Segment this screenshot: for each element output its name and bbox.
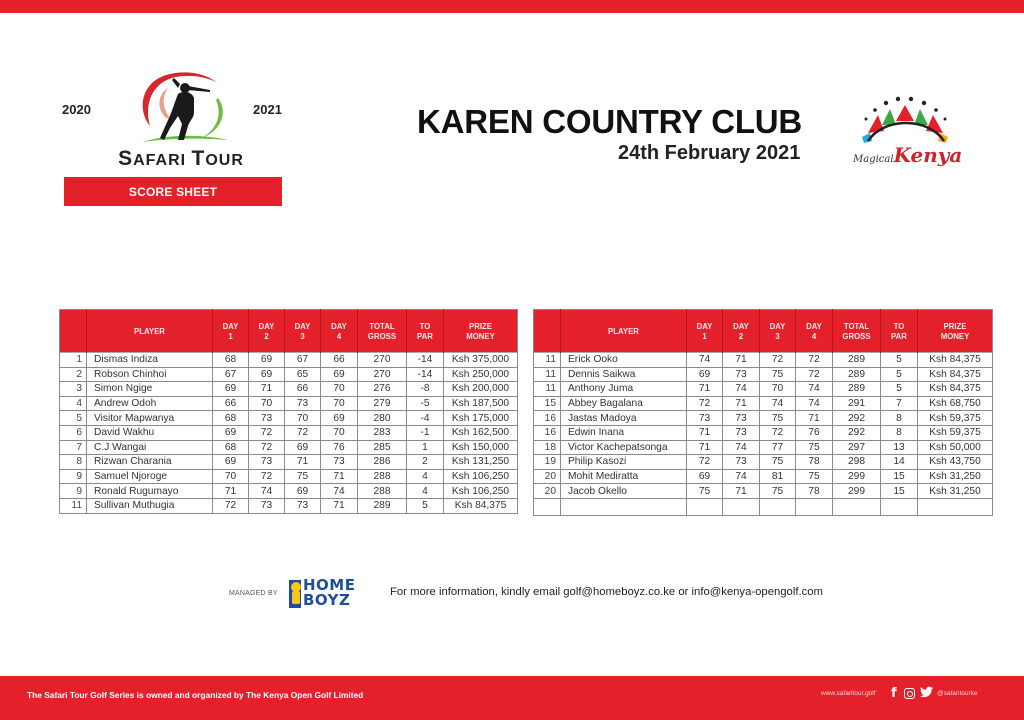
total-gross-cell: 289	[833, 353, 881, 368]
day1-score-cell	[687, 498, 723, 515]
day1-score-cell: 72	[687, 396, 723, 411]
day2-score-cell: 71	[723, 353, 760, 368]
prize-money-cell: Ksh 106,250	[444, 469, 518, 484]
to-par-cell: 14	[881, 455, 918, 470]
table-row	[60, 411, 518, 426]
prize-money-cell: Ksh 106,250	[444, 484, 518, 499]
day3-score-cell: 70	[285, 411, 321, 426]
position-cell: 3	[60, 382, 87, 397]
day1-score-cell: 69	[687, 367, 723, 382]
day4-score-cell: 74	[321, 484, 358, 499]
to-par-cell: 2	[407, 455, 444, 470]
position-cell: 2	[60, 367, 87, 382]
day2-score-cell: 72	[249, 469, 285, 484]
day1-score-cell: 69	[213, 382, 249, 397]
day2-score-cell: 74	[723, 440, 760, 455]
prize-money-cell: Ksh 84,375	[918, 367, 993, 382]
total-gross-cell: 285	[358, 440, 407, 455]
col-prize-money: PRIZE MONEY	[444, 310, 518, 353]
footer-ownership-text: The Safari Tour Golf Series is owned and organized by The Kenya Open Golf Limited	[27, 690, 364, 700]
leaderboard-table-right	[533, 309, 993, 516]
prize-money-cell: Ksh 84,375	[918, 382, 993, 397]
day2-score-cell: 73	[723, 411, 760, 426]
player-name-cell: Dismas Indiza	[87, 353, 213, 368]
day3-score-cell: 74	[760, 396, 796, 411]
col-day1: DAY 1	[213, 310, 249, 353]
day4-score-cell: 74	[796, 396, 833, 411]
day3-score-cell: 69	[285, 484, 321, 499]
player-name-cell: Rizwan Charania	[87, 455, 213, 470]
day4-score-cell: 70	[321, 425, 358, 440]
top-red-bar	[0, 0, 1024, 13]
total-gross-cell: 297	[833, 440, 881, 455]
day1-score-cell: 71	[687, 440, 723, 455]
day3-score-cell: 70	[760, 382, 796, 397]
total-gross-cell: 270	[358, 353, 407, 368]
player-name-cell: Ronald Rugumayo	[87, 484, 213, 499]
player-name-cell: Dennis Saikwa	[561, 367, 687, 382]
golfer-logo-icon	[128, 68, 238, 146]
total-gross-cell: 299	[833, 469, 881, 484]
day3-score-cell: 75	[760, 411, 796, 426]
table-row	[534, 469, 993, 484]
total-gross-cell: 299	[833, 484, 881, 499]
total-gross-cell: 289	[833, 367, 881, 382]
facebook-icon[interactable]: f	[891, 686, 897, 701]
total-gross-cell: 276	[358, 382, 407, 397]
day3-score-cell: 81	[760, 469, 796, 484]
prize-money-cell: Ksh 200,000	[444, 382, 518, 397]
season-end-year: 2021	[253, 102, 282, 117]
day4-score-cell: 73	[321, 455, 358, 470]
day3-score-cell: 77	[760, 440, 796, 455]
day1-score-cell: 71	[687, 382, 723, 397]
table-row	[60, 484, 518, 499]
position-cell	[534, 498, 561, 515]
col-player: PLAYER	[561, 310, 687, 353]
table-row	[534, 382, 993, 397]
prize-money-cell	[918, 498, 993, 515]
position-cell: 11	[534, 353, 561, 368]
table-row	[60, 353, 518, 368]
day1-score-cell: 75	[687, 484, 723, 499]
day4-score-cell: 70	[321, 382, 358, 397]
to-par-cell	[881, 498, 918, 515]
total-gross-cell: 289	[833, 382, 881, 397]
day2-score-cell	[723, 498, 760, 515]
day2-score-cell: 73	[723, 367, 760, 382]
day4-score-cell: 71	[321, 498, 358, 513]
day3-score-cell: 72	[760, 425, 796, 440]
table-header-row	[534, 310, 993, 353]
day1-score-cell: 68	[213, 411, 249, 426]
table-row	[534, 396, 993, 411]
position-cell: 7	[60, 440, 87, 455]
col-day4: DAY 4	[321, 310, 358, 353]
day2-score-cell: 73	[249, 411, 285, 426]
position-cell: 16	[534, 425, 561, 440]
day3-score-cell: 73	[285, 498, 321, 513]
col-day2: DAY 2	[249, 310, 285, 353]
total-gross-cell: 288	[358, 484, 407, 499]
day4-score-cell: 76	[321, 440, 358, 455]
prize-money-cell: Ksh 84,375	[918, 353, 993, 368]
day3-score-cell: 75	[760, 484, 796, 499]
day1-score-cell: 71	[213, 484, 249, 499]
table-row	[534, 425, 993, 440]
footer-website-link[interactable]: www.safaritour.golf	[821, 690, 876, 697]
to-par-cell: -14	[407, 353, 444, 368]
total-gross-cell: 298	[833, 455, 881, 470]
col-day1: DAY 1	[687, 310, 723, 353]
prize-money-cell: Ksh 68,750	[918, 396, 993, 411]
day3-score-cell: 75	[760, 367, 796, 382]
day4-score-cell	[796, 498, 833, 515]
total-gross-cell: 288	[358, 469, 407, 484]
position-cell: 6	[60, 425, 87, 440]
day3-score-cell: 75	[760, 455, 796, 470]
day2-score-cell: 71	[723, 396, 760, 411]
prize-money-cell: Ksh 31,250	[918, 484, 993, 499]
total-gross-cell: 292	[833, 425, 881, 440]
to-par-cell: -5	[407, 396, 444, 411]
table-row	[60, 382, 518, 397]
prize-money-cell: Ksh 131,250	[444, 455, 518, 470]
day4-score-cell: 69	[321, 411, 358, 426]
position-cell: 16	[534, 411, 561, 426]
col-day3: DAY 3	[760, 310, 796, 353]
day1-score-cell: 66	[213, 396, 249, 411]
prize-money-cell: Ksh 31,250	[918, 469, 993, 484]
table-row	[60, 367, 518, 382]
day4-score-cell: 74	[796, 382, 833, 397]
prize-money-cell: Ksh 43,750	[918, 455, 993, 470]
day3-score-cell: 73	[285, 396, 321, 411]
day3-score-cell: 65	[285, 367, 321, 382]
player-name-cell: Samuel Njoroge	[87, 469, 213, 484]
position-cell: 15	[534, 396, 561, 411]
prize-money-cell: Ksh 150,000	[444, 440, 518, 455]
total-gross-cell: 286	[358, 455, 407, 470]
day2-score-cell: 73	[249, 455, 285, 470]
day2-score-cell: 71	[249, 382, 285, 397]
total-gross-cell: 289	[358, 498, 407, 513]
position-cell: 11	[534, 367, 561, 382]
day1-score-cell: 68	[213, 353, 249, 368]
day2-score-cell: 74	[249, 484, 285, 499]
table-header-row	[60, 310, 518, 353]
player-name-cell	[561, 498, 687, 515]
to-par-cell: -8	[407, 382, 444, 397]
prize-money-cell: Ksh 375,000	[444, 353, 518, 368]
to-par-cell: -14	[407, 367, 444, 382]
position-cell: 11	[60, 498, 87, 513]
day4-score-cell: 78	[796, 484, 833, 499]
total-gross-cell: 279	[358, 396, 407, 411]
col-position	[60, 310, 87, 353]
total-gross-cell: 291	[833, 396, 881, 411]
col-to-par: TO PAR	[407, 310, 444, 353]
to-par-cell: 4	[407, 484, 444, 499]
col-prize-money: PRIZE MONEY	[918, 310, 993, 353]
day4-score-cell: 76	[796, 425, 833, 440]
event-date: 24th February 2021	[618, 142, 801, 164]
day1-score-cell: 68	[213, 440, 249, 455]
table-row	[60, 396, 518, 411]
day2-score-cell: 73	[723, 425, 760, 440]
day3-score-cell: 69	[285, 440, 321, 455]
player-name-cell: Jacob Okello	[561, 484, 687, 499]
to-par-cell: 15	[881, 469, 918, 484]
table-row	[534, 411, 993, 426]
player-name-cell: Robson Chinhoi	[87, 367, 213, 382]
total-gross-cell: 292	[833, 411, 881, 426]
col-total-gross: TOTAL GROSS	[833, 310, 881, 353]
to-par-cell: 7	[881, 396, 918, 411]
day2-score-cell: 69	[249, 353, 285, 368]
position-cell: 1	[60, 353, 87, 368]
day1-score-cell: 72	[687, 455, 723, 470]
managed-by-label: MANAGED BY	[229, 590, 278, 597]
safari-tour-wordmark: SAFARI TOUR	[118, 147, 244, 170]
player-name-cell: Abbey Bagalana	[561, 396, 687, 411]
day4-score-cell: 71	[796, 411, 833, 426]
day1-score-cell: 72	[213, 498, 249, 513]
to-par-cell: -1	[407, 425, 444, 440]
table-row	[60, 455, 518, 470]
player-name-cell: Philip Kasozi	[561, 455, 687, 470]
day4-score-cell: 78	[796, 455, 833, 470]
position-cell: 19	[534, 455, 561, 470]
day2-score-cell: 72	[249, 425, 285, 440]
day2-score-cell: 70	[249, 396, 285, 411]
player-name-cell: Andrew Odoh	[87, 396, 213, 411]
day1-score-cell: 67	[213, 367, 249, 382]
prize-money-cell: Ksh 175,000	[444, 411, 518, 426]
total-gross-cell: 270	[358, 367, 407, 382]
day3-score-cell: 67	[285, 353, 321, 368]
player-name-cell: Erick Ooko	[561, 353, 687, 368]
magical-kenya-wordmark: MagicalKenya	[853, 143, 963, 167]
day3-score-cell: 71	[285, 455, 321, 470]
position-cell: 9	[60, 484, 87, 499]
table-row	[534, 484, 993, 499]
table-row	[534, 455, 993, 470]
day1-score-cell: 73	[687, 411, 723, 426]
day3-score-cell: 72	[760, 353, 796, 368]
instagram-icon[interactable]	[904, 688, 915, 699]
table-row	[534, 498, 993, 515]
to-par-cell: 15	[881, 484, 918, 499]
day2-score-cell: 73	[723, 455, 760, 470]
prize-money-cell: Ksh 250,000	[444, 367, 518, 382]
homeboyz-wordmark: HOME BOYZ	[303, 576, 356, 609]
day4-score-cell: 66	[321, 353, 358, 368]
total-gross-cell	[833, 498, 881, 515]
position-cell: 11	[534, 382, 561, 397]
to-par-cell: 8	[881, 411, 918, 426]
prize-money-cell: Ksh 59,375	[918, 411, 993, 426]
to-par-cell: 1	[407, 440, 444, 455]
col-day3: DAY 3	[285, 310, 321, 353]
col-position	[534, 310, 561, 353]
table-row	[534, 353, 993, 368]
to-par-cell: 8	[881, 425, 918, 440]
player-name-cell: Mohit Mediratta	[561, 469, 687, 484]
to-par-cell: 5	[881, 382, 918, 397]
venue-title: KAREN COUNTRY CLUB	[417, 103, 803, 140]
table-row	[60, 440, 518, 455]
position-cell: 5	[60, 411, 87, 426]
table-row	[60, 498, 518, 513]
day2-score-cell: 69	[249, 367, 285, 382]
day1-score-cell: 70	[213, 469, 249, 484]
day4-score-cell: 75	[796, 469, 833, 484]
prize-money-cell: Ksh 84,375	[444, 498, 518, 513]
table-row	[534, 367, 993, 382]
leaderboard-table-left	[59, 309, 518, 514]
prize-money-cell: Ksh 50,000	[918, 440, 993, 455]
player-name-cell: Sullivan Muthugia	[87, 498, 213, 513]
col-to-par: TO PAR	[881, 310, 918, 353]
day2-score-cell: 72	[249, 440, 285, 455]
day2-score-cell: 74	[723, 382, 760, 397]
col-player: PLAYER	[87, 310, 213, 353]
day3-score-cell: 75	[285, 469, 321, 484]
player-name-cell: David Wakhu	[87, 425, 213, 440]
table-row	[60, 425, 518, 440]
contact-info-text: For more information, kindly email golf@homeboyz.co.ke or info@kenya-opengolf.com	[390, 586, 823, 598]
player-name-cell: Anthony Juma	[561, 382, 687, 397]
position-cell: 9	[60, 469, 87, 484]
player-name-cell: Simon Ngige	[87, 382, 213, 397]
prize-money-cell: Ksh 187,500	[444, 396, 518, 411]
position-cell: 4	[60, 396, 87, 411]
prize-money-cell: Ksh 59,375	[918, 425, 993, 440]
day1-score-cell: 74	[687, 353, 723, 368]
position-cell: 20	[534, 469, 561, 484]
to-par-cell: 4	[407, 469, 444, 484]
to-par-cell: 5	[881, 353, 918, 368]
social-handle[interactable]: @safaritourke	[937, 690, 978, 697]
position-cell: 18	[534, 440, 561, 455]
col-day2: DAY 2	[723, 310, 760, 353]
prize-money-cell: Ksh 162,500	[444, 425, 518, 440]
player-name-cell: Edwin Inana	[561, 425, 687, 440]
day3-score-cell	[760, 498, 796, 515]
day3-score-cell: 72	[285, 425, 321, 440]
position-cell: 20	[534, 484, 561, 499]
season-start-year: 2020	[62, 102, 91, 117]
total-gross-cell: 280	[358, 411, 407, 426]
day2-score-cell: 73	[249, 498, 285, 513]
to-par-cell: 5	[881, 367, 918, 382]
day2-score-cell: 74	[723, 469, 760, 484]
day4-score-cell: 69	[321, 367, 358, 382]
player-name-cell: Jastas Madoya	[561, 411, 687, 426]
day1-score-cell: 69	[213, 455, 249, 470]
table-row	[534, 440, 993, 455]
day4-score-cell: 75	[796, 440, 833, 455]
day1-score-cell: 69	[687, 469, 723, 484]
player-name-cell: Visitor Mapwanya	[87, 411, 213, 426]
day4-score-cell: 70	[321, 396, 358, 411]
table-row	[60, 469, 518, 484]
day4-score-cell: 71	[321, 469, 358, 484]
day1-score-cell: 69	[213, 425, 249, 440]
to-par-cell: 13	[881, 440, 918, 455]
twitter-icon[interactable]	[920, 686, 933, 698]
player-name-cell: C.J Wangai	[87, 440, 213, 455]
col-total-gross: TOTAL GROSS	[358, 310, 407, 353]
day2-score-cell: 71	[723, 484, 760, 499]
to-par-cell: 5	[407, 498, 444, 513]
day4-score-cell: 72	[796, 353, 833, 368]
position-cell: 8	[60, 455, 87, 470]
to-par-cell: -4	[407, 411, 444, 426]
player-name-cell: Victor Kachepatsonga	[561, 440, 687, 455]
total-gross-cell: 283	[358, 425, 407, 440]
score-sheet-banner: SCORE SHEET	[64, 177, 282, 206]
day3-score-cell: 66	[285, 382, 321, 397]
day1-score-cell: 71	[687, 425, 723, 440]
day4-score-cell: 72	[796, 367, 833, 382]
col-day4: DAY 4	[796, 310, 833, 353]
